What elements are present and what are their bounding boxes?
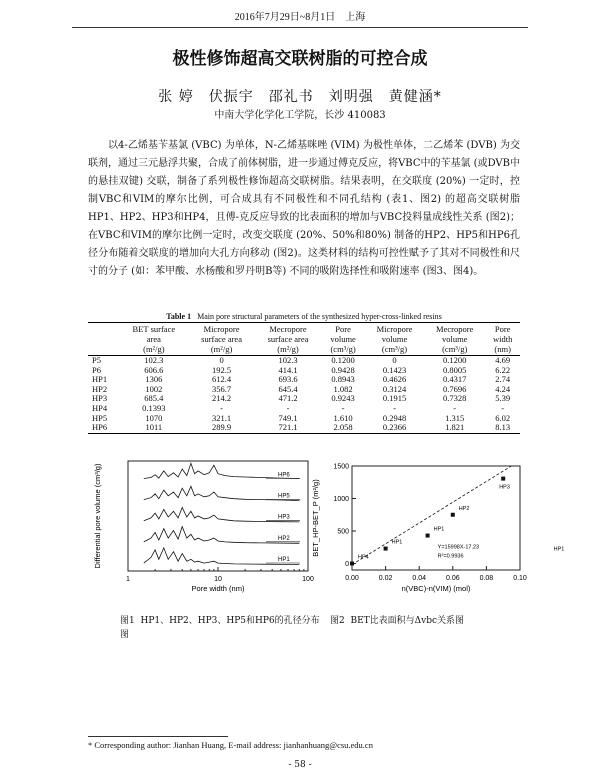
table-cell: 0.7696 [443,383,467,394]
table-caption [88,312,520,321]
series-label: HP1 [278,557,290,563]
table-cell: 0.1393 [142,402,166,413]
table-cell: 192.5 [212,364,232,375]
y-tick-label: 1000 [333,496,349,503]
table-row-label: HP3 [92,393,108,404]
series-line-hp6 [144,463,299,478]
table-header-line: surface area [267,334,309,344]
table-cell: 1.610 [333,412,353,423]
series-label: HP6 [278,472,290,479]
table-header-cell [255,323,321,356]
table-cell: 0.4317 [443,374,467,385]
figure-2-caption [330,614,530,628]
table-header-cell [485,323,520,356]
table-header-line: (nm) [494,344,511,354]
x-tick-label: 0.00 [345,575,359,582]
table-cell: 6.02 [495,412,511,423]
table-cell: 612.4 [212,374,232,385]
table-header-line: Micropore [203,324,240,334]
data-point-label: HP3 [499,484,510,491]
data-point [501,477,505,481]
table-cell: 0.7328 [443,393,467,404]
header-rule [72,27,528,28]
author-list: 张 婷 伏振宇 邵礼书 刘明强 黄健涵* [158,89,442,105]
figure-2-label: 图2 [330,616,345,626]
data-point-label: HP4 [358,554,369,561]
x-axis-label: n(VBC)-n(VIM) (mol) [401,584,471,593]
figure-1-caption [120,614,320,642]
table-cell: - [501,402,505,413]
table-header-line: area [146,334,161,344]
table-header-line: (m²/g) [143,344,165,354]
table-row-label: HP6 [92,422,108,433]
table-header-line: Micropore [376,324,413,334]
figure-2-caption-text: BET比表面积与Δvbc关系图 [350,616,465,626]
x-tick-label: 100 [302,576,314,583]
paper-title: 极性修饰超高交联树脂的可控合成 [172,49,428,69]
figure-1-pore-distribution [88,455,328,600]
table-cell: 1306 [145,374,163,385]
table-header-line: (m²/g) [210,344,233,354]
x-tick-label: 1 [126,576,130,583]
y-axis-label: BET_HP-BET_P (m²/g) [311,479,320,557]
table-label: Table 1 [166,312,192,321]
table-caption-text: Main pore structural parameters of the synthesized hyper-cross-linked resins [197,312,442,321]
table-cell: 0.1200 [331,355,355,365]
page-number: - 58 - [288,760,312,770]
table-row [88,423,520,433]
table-cell: 356.7 [212,383,232,394]
table-cell: - [220,402,223,413]
series-label: HP5 [278,493,290,500]
table-header-cell [424,323,485,356]
table-cell: 4.24 [495,383,511,394]
table-cell: 1011 [145,422,163,433]
table-cell: - [453,402,457,413]
table-cell: - [393,402,396,413]
table-cell: 721.1 [278,422,298,433]
table-cell: 102.3 [278,355,298,365]
table-cell: 0.1915 [382,393,407,404]
table-cell: 0.9243 [331,393,355,404]
table-cell: 685.4 [144,393,164,404]
table-header-cell [88,323,119,356]
x-tick-label: 0.02 [378,575,393,582]
table-header-line: volume [381,334,408,344]
table-body [88,356,520,434]
table-row-label: P5 [92,355,101,365]
figure-2-bet-correlation [308,460,565,600]
table-row-label: HP1 [92,374,108,385]
table-cell: 1.082 [333,383,353,394]
data-point-label: HP1 [433,526,445,533]
table-cell: - [341,402,345,413]
x-tick-label: 0.06 [445,575,460,582]
affiliation: 中南大学化学化工学院，长沙 410083 [214,110,386,121]
data-point-label: HP1 [391,539,403,546]
table-cell: 2.058 [333,422,353,433]
table-cell: 471.2 [278,393,298,404]
table-cell: 1.821 [445,422,465,433]
table-cell: 0.2948 [382,412,407,423]
table-cell: 749.1 [278,412,298,423]
data-point [350,561,354,565]
table-header-line: Mecropore [436,324,474,334]
table-header-line: Mecropore [269,324,307,334]
table-header-line: (cm³/g) [381,344,408,354]
fit-r-squared: R²=0.9936 [437,553,464,560]
abstract-text: 以4-乙烯基苄基氯 (VBC) 为单体，N-乙烯基咪唑 (VIM) 为极性单体，二乙烯苯 (DVB) 为交联剂，通过三元悬浮共聚，合成了前体树脂，进一步通过傅克反应，将VBC中的苄基氯 (或DVB中的悬挂双键) 交联，制备了系列极性修饰超高交联树脂。结果表明，在交联度 (20%) 一定时，控制VBC和VIM的摩尔比例，可合成具有不同极性和不同孔结构 (表1、图2) 的超高交联树脂HP1、HP2、HP3和HP4，且傅-克反应导致的比表面积的增加与VBC投料量成线性关系 (图2)；在VBC和VIM的摩尔比例一定时，改变交联度 (20%、50%和80%) 制备的HP2、HP5和HP6孔径分布随着交联度的增加向大孔方向移动 (图2)。这类材料的结构可控性赋予了其对不同极性和尺寸的分子 (如：苯甲酸、水杨酸和罗丹明B等) 不同的吸附选择性和吸附速率 (图3、图4)。 [88,140,520,277]
table-header-line [90,334,117,344]
table-cell: 0.3124 [382,383,407,394]
table-cell: - [286,402,290,413]
y-axis-label: Differential pore volume (cm³/g) [93,463,102,569]
table-cell: 645.4 [278,383,298,394]
table-cell: 1.315 [445,412,465,423]
table-cell: 8.13 [495,422,511,433]
table-row-label: HP2 [92,383,108,394]
x-tick-label: 0.08 [479,575,494,582]
table-cell: 289.9 [212,422,232,433]
data-point-label: HP2 [458,505,470,512]
series-label: HP3 [278,514,290,521]
table-header-line: volume [330,334,356,344]
series-line-hp2 [144,527,299,544]
table-cell: 0.9428 [331,364,355,375]
table-cell: 4.69 [495,355,511,365]
table-cell: 321.1 [212,412,232,423]
x-axis-label: Pore width (nm) [191,584,245,593]
abstract [88,137,520,281]
table-cell: 0.8005 [443,364,467,375]
table-cell: 1070 [145,412,163,423]
table-header-line [90,324,117,334]
x-tick-label: 0.04 [412,575,427,582]
series-line-hp3 [144,508,299,522]
table-header-cell [365,323,424,356]
footnote-rule [88,736,228,737]
table-header-line: surface area [201,334,242,344]
data-point [384,547,388,551]
table-cell: 0 [392,355,397,365]
fit-line [352,466,512,565]
point-label-extra: HP1 [553,546,565,553]
table-cell: 5.39 [495,393,511,404]
x-tick-label: 10 [214,576,222,583]
table-row-label: P6 [92,364,101,375]
table-header-line: (cm³/g) [330,344,356,354]
table-cell: 693.6 [278,374,298,385]
table-cell: 6.22 [495,364,511,375]
table-cell: 102.3 [144,355,164,365]
figure-1-caption-text: HP1、HP2、HP3、HP5和HP6的孔径分布图 [120,616,320,640]
pore-structure-table [88,322,520,434]
table-header-cell [321,323,365,356]
table-header-row [88,323,520,356]
table-header-line: BET surface [132,324,176,334]
table-cell: 0.1200 [443,355,467,365]
table-header-line: Pore [494,324,511,334]
table-header-line: (cm³/g) [442,344,468,354]
table-header-cell [119,323,188,356]
table-cell: 0.1423 [382,364,407,375]
table-row-label: HP4 [92,402,108,413]
footnote: * Corresponding author: Jianhan Huang, E-mail address: jianhanhuang@csu.edu.cn [88,740,373,750]
data-point [426,534,430,538]
x-tick-label: 0.10 [513,575,527,582]
table-cell: 0.4626 [382,374,407,385]
y-tick-label: 500 [337,528,349,536]
table-row-label: HP5 [92,412,108,423]
table-cell: 0.2366 [382,422,407,433]
table-header-line: volume [441,334,468,344]
table-header-line: (m²/g) [277,344,299,354]
table-header [88,323,520,356]
y-tick-label: 0 [345,561,349,568]
series-line-hp5 [144,486,299,500]
table-header-cell [188,323,254,356]
table-cell: 0 [219,355,224,365]
table-cell: 0.8943 [331,374,355,385]
series-label: HP2 [278,535,290,542]
table-cell: 414.1 [278,364,298,375]
table-cell: 606.6 [144,364,164,375]
plot-frame [352,466,520,570]
data-point [451,513,455,517]
table-header-line: width [492,334,513,344]
series-line-hp1 [144,548,299,565]
running-header: 2016年7月29日~8月1日 上海 [234,12,366,23]
table-cell: 214.2 [212,393,232,404]
figure-1-label: 图1 [120,616,135,626]
y-tick-label: 1500 [333,463,349,471]
table-cell: 2.74 [495,374,511,385]
table-header-line: Pore [335,324,351,334]
table-cell: 1002 [145,383,163,394]
fit-equation: Y=15998X-17.23 [437,544,480,551]
